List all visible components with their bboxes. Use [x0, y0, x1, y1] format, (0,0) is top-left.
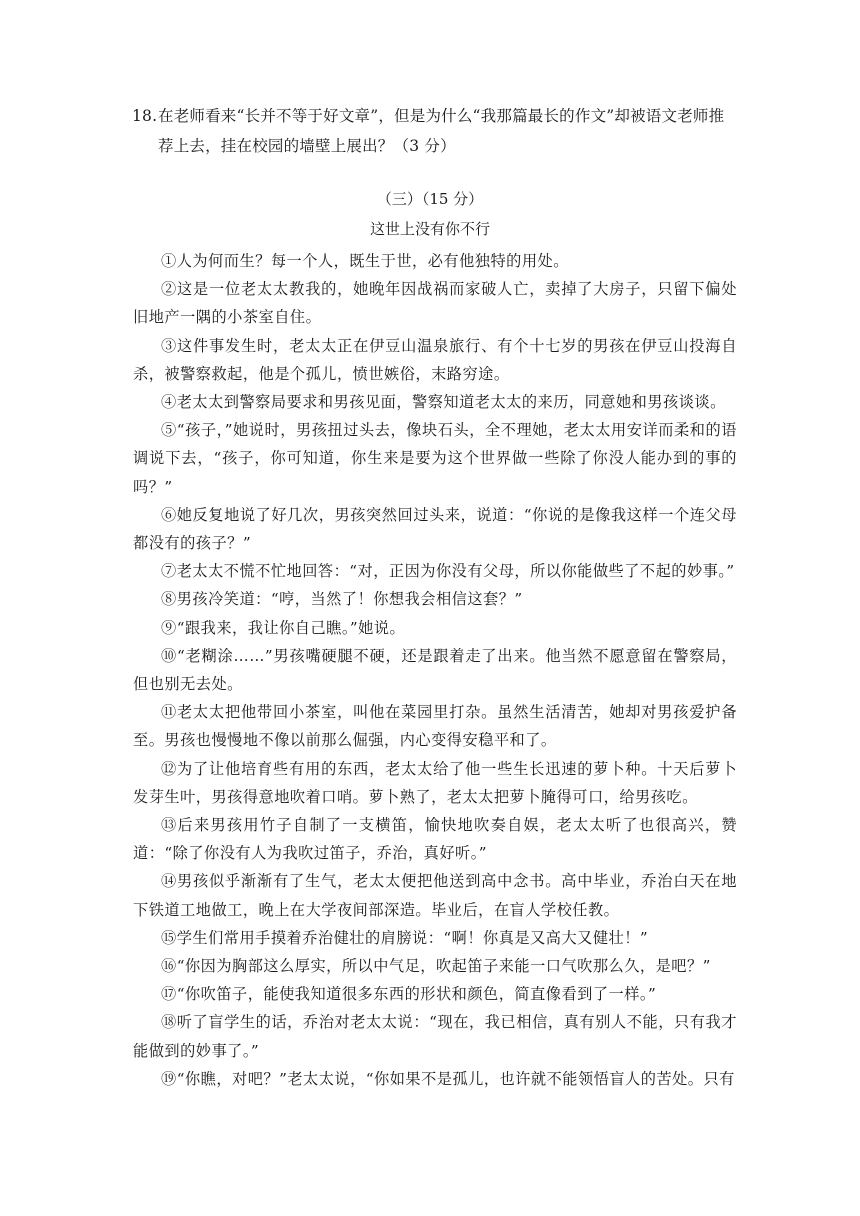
- article-body: [133, 247, 737, 1093]
- paragraph-2: ②这是一位老太太教我的，她晚年因战祸而家破人亡，卖掉了大房子，只留下偏处旧地产一隅的小茶室自住。: [133, 280, 737, 327]
- paragraph-5: ⑤“孩子，”她说时，男孩扭过头去，像块石头，全不理她，老太太用安详而柔和的语调说下去，“孩子，你可知道，你生来是要为这个世界做一些除了你没人能办到的事的吗？”: [133, 421, 737, 496]
- paragraph-15: ⑮学生们常用手摸着乔治健壮的肩膀说：“啊！你真是又高大又健壮！”: [161, 928, 649, 947]
- paragraph-14: ⑭男孩似乎渐渐有了生气，老太太便把他送到高中念书。高中毕业，乔治白天在地下铁道工地做工，晚上在大学夜间部深造。毕业后，在盲人学校任教。: [133, 872, 737, 919]
- section-heading: （三）（15 分）: [376, 190, 484, 208]
- paragraph-6: ⑥她反复地说了好几次，男孩突然回过头来，说道：“你说的是像我这样一个连父母都没有的孩子？”: [133, 505, 737, 553]
- paragraph-8: ⑧男孩冷笑道：“哼，当然了！你想我会相信这套？”: [161, 590, 523, 609]
- question-18: [132, 101, 738, 161]
- paragraph-10: ⑩“老糊涂……”男孩嘴硬腿不硬，还是跟着走了出来。他当然不愿意留在警察局，但也别无去处。: [133, 646, 737, 694]
- question-text: 在老师看来“长并不等于好文章”，但是为什么“我那篇最长的作文”却被语文老师推荐上去，挂在校园的墙壁上展出？（3 分）: [158, 107, 725, 155]
- question-number: 18.: [132, 107, 158, 125]
- paragraph-13: ⑬后来男孩用竹子自制了一支横笛，愉快地吹奏自娱，老太太听了也很高兴，赞道：“除了你没有人为我吹过笛子，乔治，真好听。”: [133, 816, 737, 863]
- paragraph-11: ⑪老太太把他带回小茶室，叫他在菜园里打杂。虽然生活清苦，她却对男孩爱护备至。男孩也慢慢地不像以前那么倔强，内心变得安稳平和了。: [133, 703, 737, 750]
- paragraph-12: ⑫为了让他培育些有用的东西，老太太给了他一些生长迅速的萝卜种。十天后萝卜发芽生叶，男孩得意地吹着口哨。萝卜熟了，老太太把萝卜腌得可口，给男孩吃。: [133, 759, 737, 806]
- paragraph-19: ⑲“你瞧，对吧？”老太太说，“你如果不是孤儿，也许就不能领悟盲人的苦处。只有: [161, 1069, 735, 1088]
- paragraph-9: ⑨“跟我来，我让你自己瞧。”她说。: [161, 618, 406, 637]
- paragraph-1: ①人为何而生？每一个人，既生于世，必有他独特的用处。: [161, 252, 569, 270]
- paragraph-7: ⑦老太太不慌不忙地回答：“对，正因为你没有父母，所以你能做些了不起的妙事。”: [161, 562, 735, 581]
- paragraph-17: ⑰“你吹笛子，能使我知道很多东西的形状和颜色，简直像看到了一样。”: [161, 985, 657, 1004]
- article-title: 这世上没有你不行: [369, 220, 490, 238]
- paragraph-18: ⑱听了盲学生的话，乔治对老太太说：“现在，我已相信，真有别人不能，只有我才能做到的妙事了。”: [133, 1013, 737, 1060]
- paragraph-4: ④老太太到警察局要求和男孩见面，警察知道老太太的来历，同意她和男孩谈谈。: [161, 393, 726, 412]
- paragraph-3: ③这件事发生时，老太太正在伊豆山温泉旅行、有个十七岁的男孩在伊豆山投海自杀，被警察救起，他是个孤儿，愤世嫉俗，末路穷途。: [133, 336, 737, 383]
- paragraph-16: ⑯“你因为胸部这么厚实，所以中气足，吹起笛子来能一口气吹那么久，是吧？”: [161, 957, 711, 976]
